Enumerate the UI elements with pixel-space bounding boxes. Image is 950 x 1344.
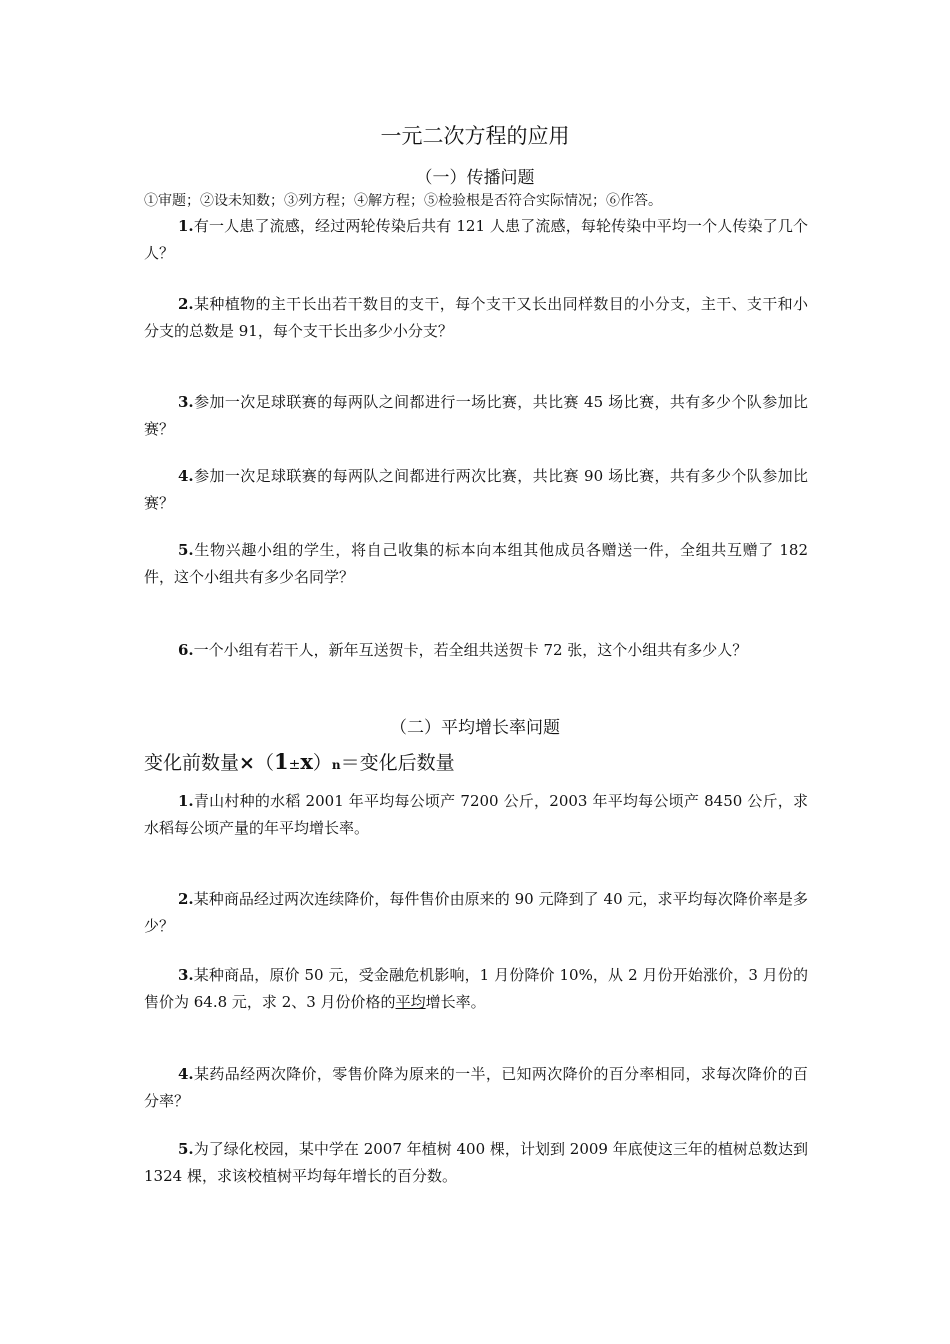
formula-times: × — [239, 752, 255, 774]
problem-2-1 — [144, 788, 808, 842]
problem-1-2 — [144, 291, 808, 345]
problem-1-5 — [144, 537, 808, 591]
problem-2-3 — [144, 962, 808, 1016]
solution-steps: ①审题；②设未知数；③列方程；④解方程；⑤检验根是否符合实际情况；⑥作答。 — [144, 193, 662, 209]
formula-one: 1 — [273, 749, 289, 774]
formula-close: ） — [312, 752, 332, 774]
problem-2-5 — [144, 1136, 808, 1190]
problem-1-1 — [144, 213, 808, 267]
problem-text: 生物兴趣小组的学生，将自己收集的标本向本组其他成员各赠送一件，全组共互赠了 182 件，这个小组共有多少名同学？ — [144, 541, 808, 586]
problem-number: 1. — [178, 217, 194, 235]
section-heading-spread: （一）传播问题 — [415, 168, 535, 188]
problem-number: 2. — [178, 295, 194, 313]
formula-exponent: n — [331, 758, 341, 772]
problem-1-6 — [144, 637, 808, 664]
growth-formula — [144, 748, 455, 775]
section-heading-growth: （二）平均增长率问题 — [390, 718, 560, 738]
problem-text: 有一人患了流感，经过两轮传染后共有 121 人患了流感，每轮传染中平均一个人传染了几个人？ — [144, 217, 808, 262]
problem-2-4 — [144, 1061, 808, 1115]
problem-text: 某种植物的主干长出若干数目的支干，每个支干又长出同样数目的小分支，主干、支干和小分支的总数是 91，每个支干长出多少小分支？ — [144, 295, 808, 340]
problem-1-3 — [144, 389, 808, 443]
problem-text: 为了绿化校园，某中学在 2007 年植树 400 棵，计划到 2009 年底使这三年的植树总数达到 1324 棵，求该校植树平均每年增长的百分数。 — [144, 1140, 808, 1185]
formula-right: ＝变化后数量 — [340, 752, 455, 774]
formula-left: 变化前数量 — [144, 752, 240, 774]
problem-text: 参加一次足球联赛的每两队之间都进行一场比赛，共比赛 45 场比赛，共有多少个队参加比赛？ — [144, 393, 808, 438]
problem-text-before: 某种商品，原价 50 元，受金融危机影响，1 月份降价 10%，从 2 月份开始涨价，3 月份的售价为 64.8 元，求 2、3 月份价格的 — [144, 966, 808, 1011]
problem-number: 1. — [178, 792, 194, 810]
problem-text: 一个小组有若干人，新年互送贺卡，若全组共送贺卡 72 张，这个小组共有多少人？ — [193, 641, 748, 659]
problem-number: 4. — [178, 467, 194, 485]
problem-2-2 — [144, 886, 808, 940]
page-title: 一元二次方程的应用 — [380, 124, 570, 148]
problem-text: 青山村种的水稻 2001 年平均每公顷产 7200 公斤，2003 年平均每公顷产 8450 公斤，求水稻每公顷产量的年平均增长率。 — [144, 792, 808, 837]
problem-number: 2. — [178, 890, 194, 908]
problem-text-underlined: 平均 — [395, 993, 426, 1011]
problem-number: 4. — [178, 1065, 194, 1083]
problem-text: 参加一次足球联赛的每两队之间都进行两次比赛，共比赛 90 场比赛，共有多少个队参加比赛？ — [144, 467, 808, 512]
problem-number: 5. — [178, 541, 194, 559]
formula-x: x — [300, 749, 313, 774]
problem-number: 3. — [178, 393, 194, 411]
formula-plus-minus: ± — [288, 757, 301, 773]
problem-text-after: 增长率。 — [425, 993, 486, 1011]
problem-number: 3. — [178, 966, 194, 984]
problem-text: 某种商品经过两次连续降价，每件售价由原来的 90 元降到了 40 元，求平均每次降价率是多少？ — [144, 890, 808, 935]
formula-open: （ — [254, 752, 274, 774]
problem-number: 5. — [178, 1140, 194, 1158]
problem-text: 某药品经两次降价，零售价降为原来的一半，已知两次降价的百分率相同，求每次降价的百分率？ — [144, 1065, 808, 1110]
problem-number: 6. — [178, 641, 194, 659]
problem-1-4 — [144, 463, 808, 517]
